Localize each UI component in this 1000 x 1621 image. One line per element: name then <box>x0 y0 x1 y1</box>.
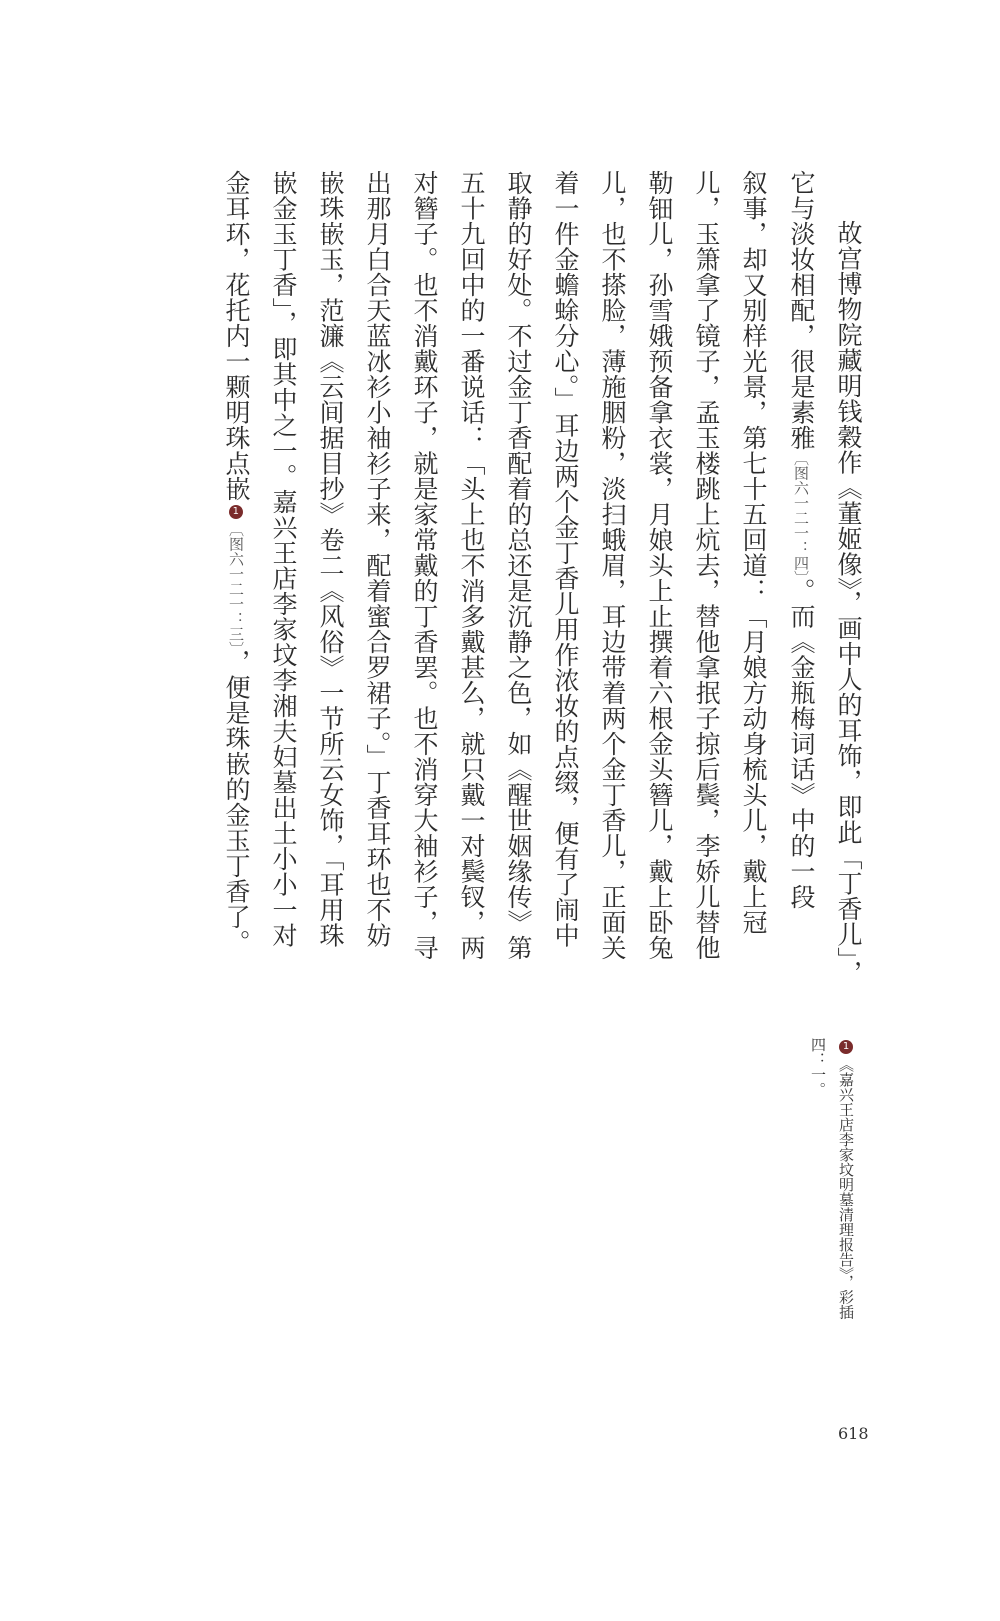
text-column-4: 儿，玉箫拿了镜子，孟玉楼跳上炕去，替他拿抿子掠后鬓，李娇儿替他 <box>692 170 721 961</box>
text-column-2: 它与淡妆相配，很是素雅〔图六一二一：四〕。而《金瓶梅词话》中的一段 <box>787 170 816 910</box>
figure-reference: 〔图六一二一：四〕 <box>792 450 810 578</box>
figure-reference: 〔图六一二一：三〕 <box>227 521 245 649</box>
page-number: 618 <box>838 1424 869 1443</box>
text-column-6: 儿，也不搽脸，薄施胭粉，淡扫蛾眉，耳边带着两个金丁香儿，正面关 <box>598 170 627 961</box>
text-column-9: 五十九回中的一番说话：「头上也不消多戴甚么，就只戴一对鬓钗，两 <box>457 170 486 961</box>
text-column-14: 金耳环，花托内一颗明珠点嵌1〔图六一二一：三〕，便是珠嵌的金玉丁香了。 <box>222 170 251 955</box>
footnote-line-1: 1《嘉兴王店李家坟明墓清理报告》，彩插 <box>837 1041 855 1320</box>
text-column-13: 嵌金玉丁香」，即其中之一。嘉兴王店李家坟李湘夫妇墓出土小小一对 <box>269 170 298 948</box>
main-text-block <box>212 170 872 1010</box>
footnote-marker[interactable]: 1 <box>229 505 243 519</box>
footnote-line-2: 四：一。 <box>809 1037 827 1097</box>
text-column-1: 故宫博物院藏明钱穀作《董姬像》，画中人的耳饰，即此「丁香儿」， <box>834 220 863 986</box>
text-column-12: 嵌珠嵌玉，范濂《云间据目抄》卷二《风俗》一节所云女饰，「耳用珠 <box>316 170 345 948</box>
footnote-marker: 1 <box>839 1040 853 1054</box>
text-column-3: 叙事，却又别样光景，第七十五回道：「月娘方动身梳头儿，戴上冠 <box>739 170 768 935</box>
text-column-11: 出那月白合天蓝冰衫小袖衫子来，配着蜜合罗裙子。」丁香耳环也不妨 <box>363 170 392 948</box>
footnote <box>804 1037 860 1357</box>
text-column-10: 对簪子。也不消戴环子，就是家常戴的丁香罢。也不消穿大袖衫子，寻 <box>410 170 439 961</box>
text-column-8: 取静的好处。不过金丁香配着的总还是沉静之色，如《醒世姻缘传》第 <box>504 170 533 961</box>
text-column-7: 着一件金蟾蜍分心。」耳边两个金丁香儿用作浓妆的点缀，便有了闹中 <box>551 170 580 948</box>
text-column-5: 勒钿儿，孙雪娥预备拿衣裳，月娘头上止撰着六根金头簪儿，戴上卧兔 <box>645 170 674 961</box>
